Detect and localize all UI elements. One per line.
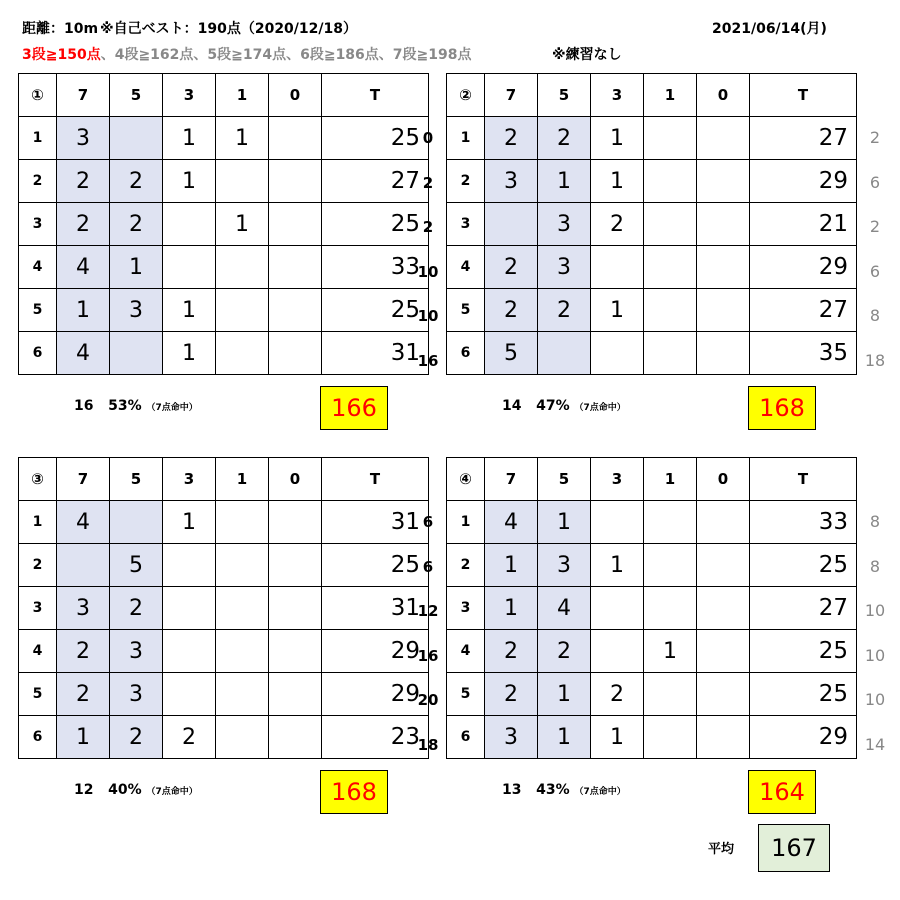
end-total: 27 [750, 117, 857, 160]
round-label: ② [447, 74, 485, 117]
count-0 [269, 246, 322, 289]
count-1 [216, 332, 269, 375]
count-0 [269, 117, 322, 160]
count-7: 1 [57, 289, 110, 332]
end-total: 25 [322, 203, 429, 246]
table-row [19, 289, 429, 332]
count-7: 4 [57, 332, 110, 375]
distance-label: 距離：10m [22, 21, 99, 37]
hit-note: （7点命中） [146, 403, 198, 413]
table-row [19, 332, 429, 375]
end-total: 25 [322, 544, 429, 587]
round-label: ① [19, 74, 57, 117]
end-total: 27 [750, 587, 857, 630]
left-value: 16 [417, 351, 439, 370]
count-5: 3 [538, 246, 591, 289]
hit-percent: 47% [536, 398, 570, 414]
count-5: 5 [110, 544, 163, 587]
count-1: 1 [644, 630, 697, 673]
column-header-3: 3 [591, 458, 644, 501]
count-7: 3 [57, 117, 110, 160]
right-value: 6 [869, 261, 881, 281]
count-3: 1 [163, 117, 216, 160]
count-5: 1 [538, 160, 591, 203]
count-3: 1 [163, 501, 216, 544]
round-summary [502, 782, 626, 798]
table-row [447, 587, 857, 630]
right-value: 8 [869, 512, 881, 531]
end-number: 6 [19, 716, 57, 759]
end-number: 2 [19, 160, 57, 203]
column-header-1: 1 [644, 74, 697, 117]
count-5: 2 [110, 716, 163, 759]
end-number: 6 [19, 332, 57, 375]
count-7 [57, 544, 110, 587]
round-total: 166 [320, 386, 388, 430]
end-number: 6 [447, 716, 485, 759]
count-5: 4 [538, 587, 591, 630]
count-7: 1 [57, 716, 110, 759]
end-number: 2 [447, 544, 485, 587]
left-value: 10 [417, 262, 439, 281]
count-1 [216, 630, 269, 673]
end-number: 4 [447, 630, 485, 673]
end-total: 25 [750, 673, 857, 716]
end-total: 25 [322, 117, 429, 160]
count-3: 1 [591, 716, 644, 759]
count-7: 2 [57, 630, 110, 673]
column-header-total: T [750, 74, 857, 117]
count-5 [110, 332, 163, 375]
hit-note: （7点命中） [574, 787, 626, 797]
average-label: 平均 [708, 842, 735, 857]
count-1 [644, 203, 697, 246]
count-0 [697, 160, 750, 203]
count-3: 2 [591, 673, 644, 716]
count-3 [163, 246, 216, 289]
count-0 [269, 587, 322, 630]
end-number: 1 [19, 501, 57, 544]
count-5: 3 [110, 289, 163, 332]
count-0 [697, 332, 750, 375]
count-3: 1 [591, 544, 644, 587]
column-header-0: 0 [697, 458, 750, 501]
count-0 [269, 716, 322, 759]
count-5: 2 [538, 630, 591, 673]
count-7: 4 [57, 501, 110, 544]
left-value: 16 [417, 646, 439, 665]
column-header-5: 5 [538, 458, 591, 501]
column-header-total: T [750, 458, 857, 501]
count-1 [216, 501, 269, 544]
right-value: 2 [869, 217, 881, 237]
column-header-0: 0 [269, 458, 322, 501]
count-3 [163, 673, 216, 716]
round-summary [74, 782, 198, 798]
cumulative-right-column [860, 500, 890, 768]
count-3 [163, 587, 216, 630]
count-1 [216, 246, 269, 289]
right-value: 10 [864, 601, 886, 621]
count-5: 3 [110, 673, 163, 716]
table-row [19, 117, 429, 160]
count-0 [269, 203, 322, 246]
end-total: 31 [322, 332, 429, 375]
count-1 [644, 587, 697, 630]
left-value: 6 [422, 557, 434, 576]
count-1 [644, 716, 697, 759]
cumulative-left-column [408, 116, 448, 384]
count-7: 2 [485, 289, 538, 332]
end-number: 1 [447, 501, 485, 544]
table-row [447, 673, 857, 716]
column-header-1: 1 [644, 458, 697, 501]
count-3: 1 [591, 117, 644, 160]
count-1: 1 [216, 203, 269, 246]
count-1 [216, 673, 269, 716]
count-0 [697, 716, 750, 759]
count-3 [591, 246, 644, 289]
right-value: 18 [864, 350, 886, 370]
table-row [19, 203, 429, 246]
count-0 [269, 501, 322, 544]
count-1 [644, 289, 697, 332]
end-total: 29 [750, 716, 857, 759]
count-7: 2 [57, 673, 110, 716]
count-7: 2 [485, 673, 538, 716]
count-3 [163, 544, 216, 587]
count-5: 2 [538, 289, 591, 332]
count-5 [110, 117, 163, 160]
count-3: 2 [163, 716, 216, 759]
count-7: 3 [57, 587, 110, 630]
hit-count: 16 [74, 398, 94, 414]
column-header-1: 1 [216, 458, 269, 501]
right-value: 14 [864, 734, 886, 754]
count-5: 3 [110, 630, 163, 673]
count-7 [485, 203, 538, 246]
hit-note: （7点命中） [574, 403, 626, 413]
end-total: 31 [322, 587, 429, 630]
count-0 [269, 630, 322, 673]
count-0 [697, 501, 750, 544]
end-total: 25 [750, 544, 857, 587]
count-3 [591, 630, 644, 673]
count-0 [269, 289, 322, 332]
column-header-7: 7 [485, 458, 538, 501]
count-1 [644, 246, 697, 289]
count-0 [697, 630, 750, 673]
end-number: 6 [447, 332, 485, 375]
column-header-0: 0 [697, 74, 750, 117]
table-row [447, 716, 857, 759]
round-label: ④ [447, 458, 485, 501]
count-3 [163, 630, 216, 673]
end-total: 29 [750, 246, 857, 289]
end-total: 31 [322, 501, 429, 544]
count-1 [644, 544, 697, 587]
count-3 [591, 587, 644, 630]
table-row [447, 544, 857, 587]
table-row [19, 160, 429, 203]
table-row [19, 246, 429, 289]
count-1 [216, 587, 269, 630]
count-0 [697, 203, 750, 246]
table-row [19, 716, 429, 759]
right-value: 8 [869, 556, 881, 576]
count-5: 2 [538, 117, 591, 160]
count-7: 2 [57, 203, 110, 246]
count-5: 2 [110, 587, 163, 630]
hit-note: （7点命中） [146, 787, 198, 797]
count-7: 4 [57, 246, 110, 289]
end-number: 5 [19, 673, 57, 716]
column-header-5: 5 [110, 74, 163, 117]
table-row [447, 501, 857, 544]
right-value: 2 [869, 128, 881, 147]
column-header-total: T [322, 74, 429, 117]
count-3: 1 [591, 289, 644, 332]
count-0 [697, 117, 750, 160]
right-value: 10 [864, 690, 886, 710]
round-total: 164 [748, 770, 816, 814]
right-value: 10 [864, 645, 886, 665]
end-number: 5 [19, 289, 57, 332]
table-row [19, 587, 429, 630]
left-value: 0 [422, 129, 434, 147]
count-0 [269, 160, 322, 203]
left-value: 10 [417, 307, 439, 326]
hit-count: 12 [74, 782, 94, 798]
count-3: 1 [163, 332, 216, 375]
count-5: 1 [538, 716, 591, 759]
count-1 [216, 716, 269, 759]
grade-3dan: 3段≧150点 [22, 47, 101, 63]
left-value: 18 [417, 735, 439, 754]
table-row [447, 246, 857, 289]
round-2-table [446, 73, 857, 375]
end-total: 25 [322, 289, 429, 332]
count-3: 1 [163, 160, 216, 203]
right-value: 6 [869, 172, 881, 192]
table-row [447, 160, 857, 203]
round-summary [502, 398, 626, 414]
end-number: 4 [19, 246, 57, 289]
end-number: 2 [19, 544, 57, 587]
end-total: 35 [750, 332, 857, 375]
average-value: 167 [758, 824, 830, 872]
column-header-total: T [322, 458, 429, 501]
count-0 [697, 673, 750, 716]
end-total: 27 [322, 160, 429, 203]
count-1 [216, 289, 269, 332]
hit-count: 14 [502, 398, 522, 414]
count-5 [538, 332, 591, 375]
table-row [447, 203, 857, 246]
end-number: 3 [447, 203, 485, 246]
count-7: 4 [485, 501, 538, 544]
column-header-3: 3 [163, 458, 216, 501]
table-row [447, 332, 857, 375]
count-5 [110, 501, 163, 544]
grade-others: 、4段≧162点、5段≧174点、6段≧186点、7段≧198点 [100, 47, 472, 63]
column-header-7: 7 [57, 74, 110, 117]
count-7: 1 [485, 544, 538, 587]
count-1 [644, 160, 697, 203]
hit-percent: 53% [108, 398, 142, 414]
left-value: 12 [417, 602, 439, 621]
count-3: 1 [591, 160, 644, 203]
column-header-0: 0 [269, 74, 322, 117]
column-header-3: 3 [163, 74, 216, 117]
end-total: 23 [322, 716, 429, 759]
personal-best-label: ※自己ベスト：190点（2020/12/18） [100, 21, 357, 37]
count-3: 1 [163, 289, 216, 332]
end-number: 4 [19, 630, 57, 673]
round-total: 168 [748, 386, 816, 430]
round-1-table [18, 73, 429, 375]
end-total: 33 [750, 501, 857, 544]
end-number: 3 [447, 587, 485, 630]
count-5: 1 [538, 501, 591, 544]
grade-thresholds [22, 44, 471, 64]
end-total: 33 [322, 246, 429, 289]
count-0 [697, 246, 750, 289]
count-1 [644, 332, 697, 375]
count-5: 1 [110, 246, 163, 289]
count-1 [216, 544, 269, 587]
count-3 [591, 332, 644, 375]
end-total: 29 [322, 630, 429, 673]
count-5: 3 [538, 203, 591, 246]
hit-count: 13 [502, 782, 522, 798]
table-row [19, 673, 429, 716]
left-value: 2 [422, 218, 434, 237]
round-4-table [446, 457, 857, 759]
count-3 [591, 501, 644, 544]
count-0 [269, 673, 322, 716]
left-value: 20 [417, 691, 439, 710]
count-7: 3 [485, 716, 538, 759]
count-7: 5 [485, 332, 538, 375]
left-value: 6 [422, 513, 434, 531]
count-0 [697, 587, 750, 630]
end-number: 4 [447, 246, 485, 289]
count-1 [216, 160, 269, 203]
count-5: 1 [538, 673, 591, 716]
count-7: 2 [485, 630, 538, 673]
table-row [19, 630, 429, 673]
left-value: 2 [422, 173, 434, 192]
end-number: 3 [19, 587, 57, 630]
count-0 [269, 332, 322, 375]
end-number: 3 [19, 203, 57, 246]
count-1: 1 [216, 117, 269, 160]
end-total: 27 [750, 289, 857, 332]
round-summary [74, 398, 198, 414]
column-header-7: 7 [485, 74, 538, 117]
practice-note: ※練習なし [552, 47, 622, 63]
end-total: 25 [750, 630, 857, 673]
end-total: 29 [750, 160, 857, 203]
end-total: 29 [322, 673, 429, 716]
column-header-1: 1 [216, 74, 269, 117]
table-row [19, 501, 429, 544]
column-header-5: 5 [110, 458, 163, 501]
count-0 [269, 544, 322, 587]
end-number: 5 [447, 673, 485, 716]
cumulative-left-column [408, 500, 448, 768]
round-3-table [18, 457, 429, 759]
count-5: 2 [110, 160, 163, 203]
cumulative-right-column [860, 116, 890, 384]
table-row [19, 544, 429, 587]
count-1 [644, 673, 697, 716]
count-3 [163, 203, 216, 246]
table-row [447, 117, 857, 160]
column-header-5: 5 [538, 74, 591, 117]
end-number: 1 [19, 117, 57, 160]
count-7: 3 [485, 160, 538, 203]
table-row [447, 289, 857, 332]
count-7: 2 [485, 246, 538, 289]
hit-percent: 43% [536, 782, 570, 798]
date-label: 2021/06/14(月) [712, 21, 827, 37]
count-7: 1 [485, 587, 538, 630]
table-row [447, 630, 857, 673]
column-header-7: 7 [57, 458, 110, 501]
round-total: 168 [320, 770, 388, 814]
count-7: 2 [57, 160, 110, 203]
count-5: 3 [538, 544, 591, 587]
column-header-3: 3 [591, 74, 644, 117]
count-7: 2 [485, 117, 538, 160]
end-number: 5 [447, 289, 485, 332]
end-number: 2 [447, 160, 485, 203]
hit-percent: 40% [108, 782, 142, 798]
count-0 [697, 289, 750, 332]
round-label: ③ [19, 458, 57, 501]
right-value: 8 [869, 306, 881, 326]
end-number: 1 [447, 117, 485, 160]
count-5: 2 [110, 203, 163, 246]
count-1 [644, 501, 697, 544]
count-0 [697, 544, 750, 587]
count-3: 2 [591, 203, 644, 246]
end-total: 21 [750, 203, 857, 246]
count-1 [644, 117, 697, 160]
